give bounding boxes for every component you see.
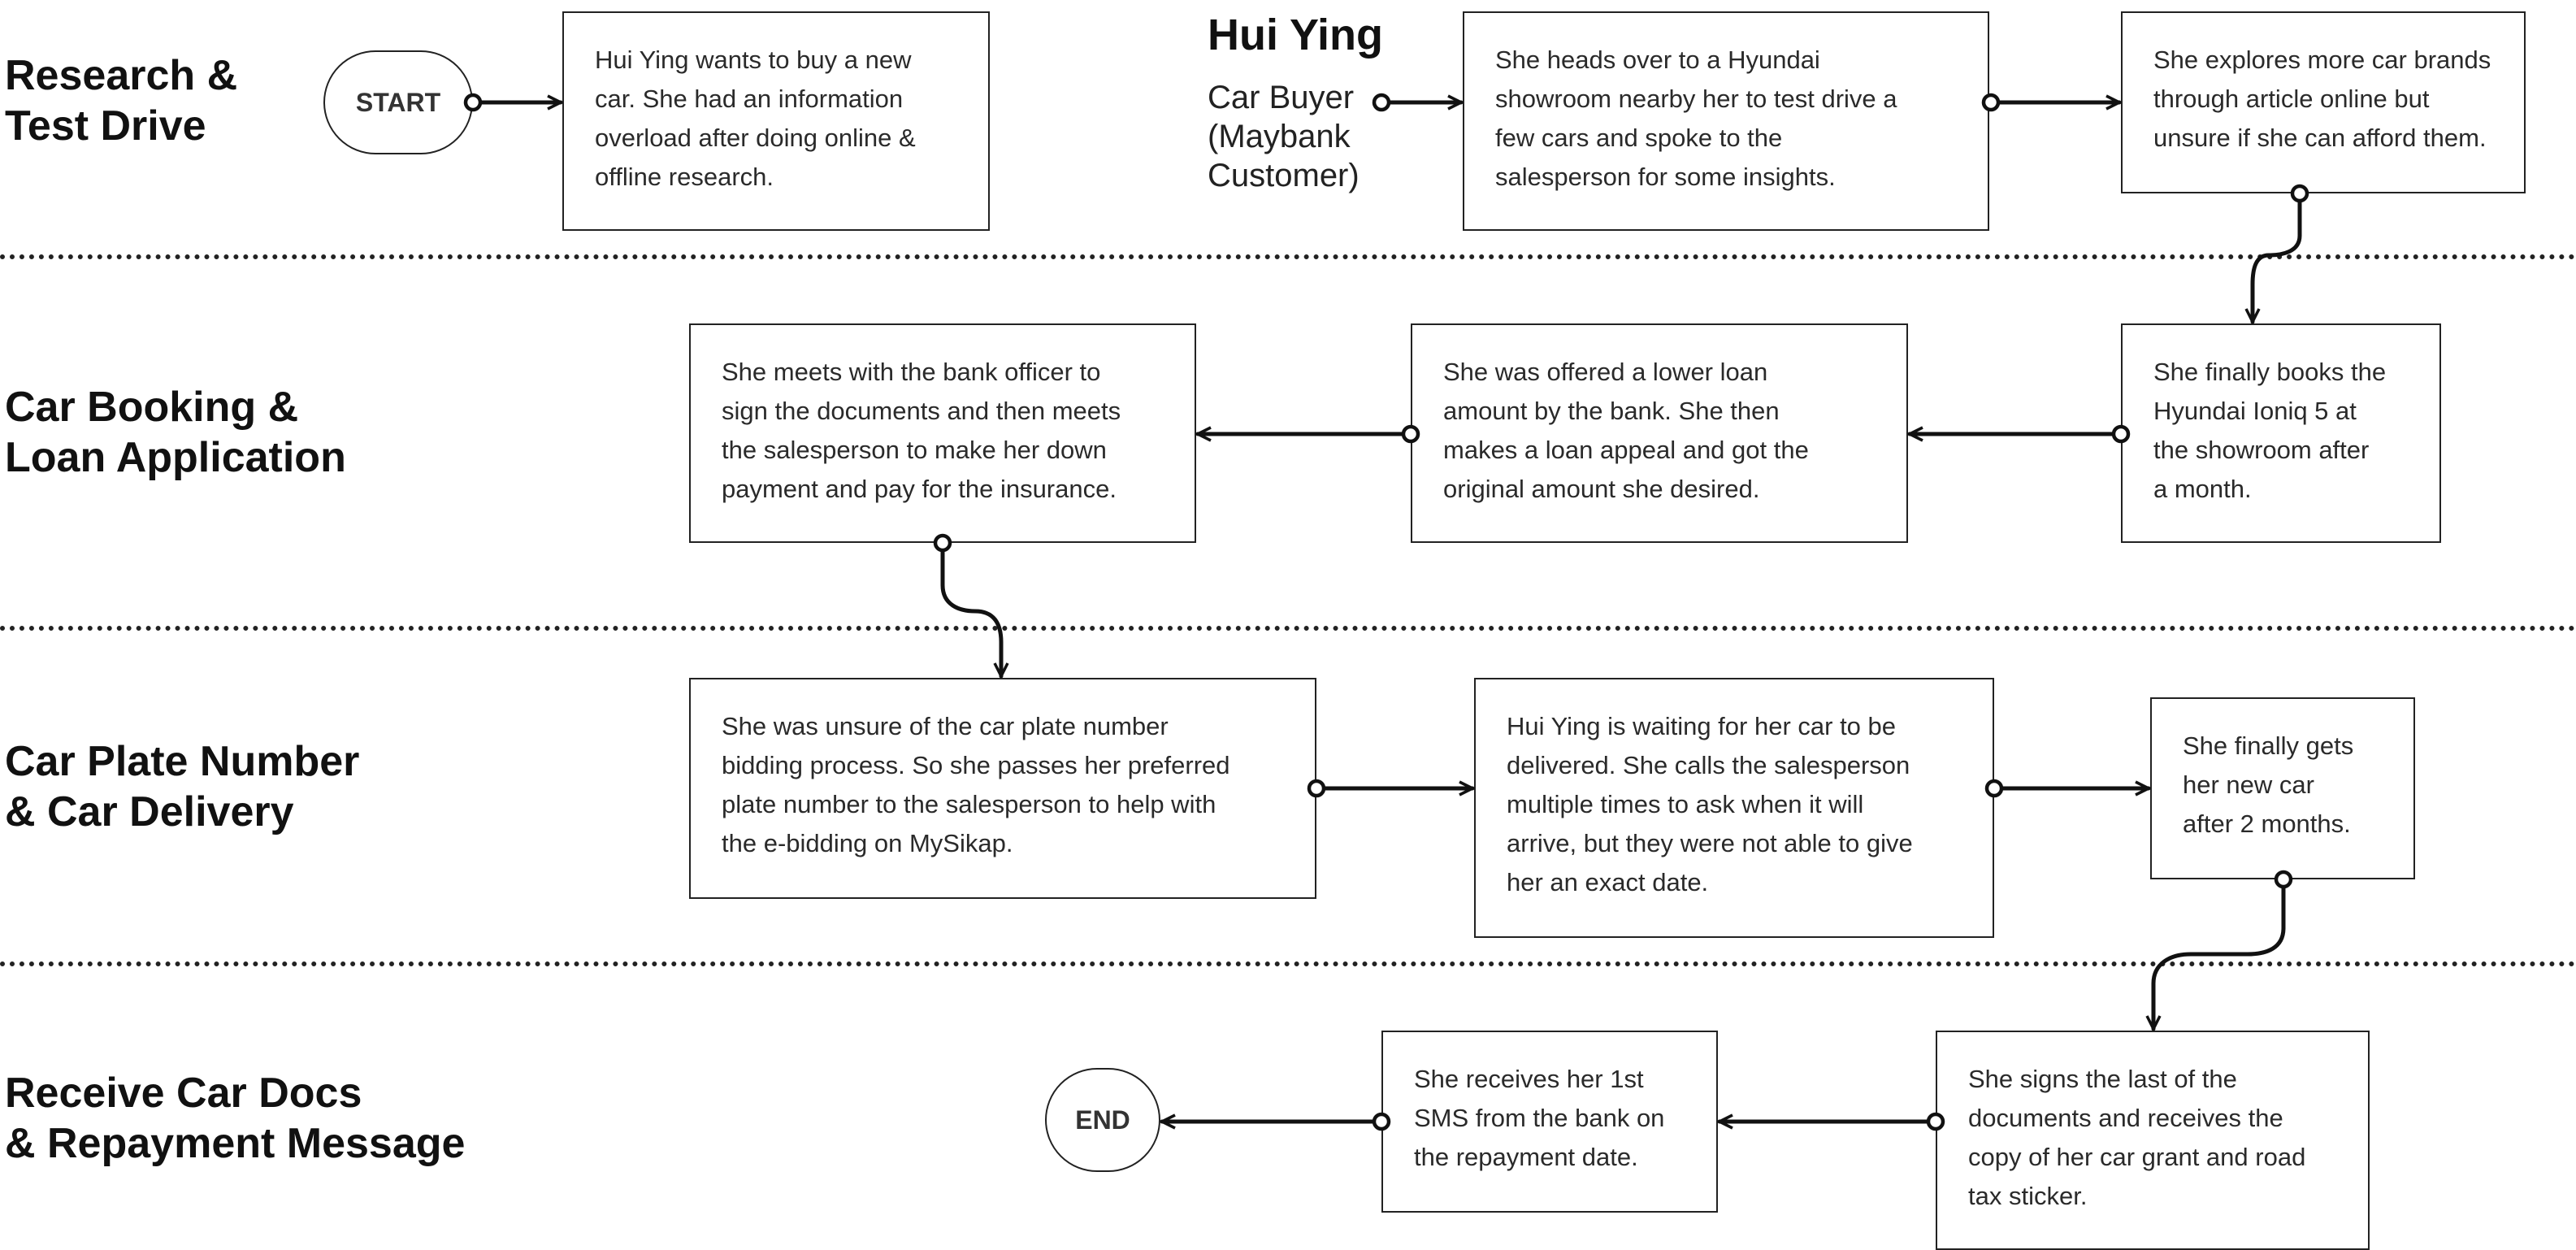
step-box: She meets with the bank officer to sign the documents and then meets the salesperson to make her down payment and pay for the insurance. bbox=[689, 323, 1196, 543]
step-box: Hui Ying wants to buy a new car. She had an information overload after doing online & offline research. bbox=[562, 11, 990, 231]
connector-origin-dot bbox=[1987, 781, 2001, 796]
connector-origin-dot bbox=[1374, 95, 1389, 110]
step-box: She heads over to a Hyundai showroom nearby her to test drive a few cars and spoke to the salesperson for some insights. bbox=[1463, 11, 1989, 231]
connector-origin-dot bbox=[2276, 872, 2291, 887]
connector-origin-dot bbox=[1928, 1114, 1943, 1129]
persona-name: Hui Ying bbox=[1208, 11, 1383, 59]
step-box: She receives her 1st SMS from the bank on the repayment date. bbox=[1381, 1031, 1718, 1213]
persona-role: Car Buyer (Maybank Customer) bbox=[1208, 80, 1360, 193]
step-box: She finally gets her new car after 2 months. bbox=[2150, 697, 2415, 879]
lane-label-booking: Car Booking & Loan Application bbox=[5, 384, 346, 481]
step-box: She signs the last of the documents and receives the copy of her car grant and road tax sticker. bbox=[1936, 1031, 2370, 1250]
lane-label-docs-repayment: Receive Car Docs & Repayment Message bbox=[5, 1070, 466, 1167]
connector-arrow bbox=[2153, 879, 2283, 1029]
step-box: She was unsure of the car plate number bidding process. So she passes her preferred plate number to the salesperson to help with the e-bidding on MySikap. bbox=[689, 678, 1316, 899]
step-box: She explores more car brands through article online but unsure if she can afford them. bbox=[2121, 11, 2526, 193]
connector-origin-dot bbox=[2114, 427, 2128, 441]
step-box: She finally books the Hyundai Ioniq 5 at the showroom after a month. bbox=[2121, 323, 2441, 543]
connector-origin-dot bbox=[1403, 427, 1418, 441]
connector-arrow bbox=[2253, 193, 2300, 322]
connector-origin-dot bbox=[935, 536, 950, 550]
connector-arrow bbox=[943, 543, 1001, 676]
connector-origin-dot bbox=[1309, 781, 1324, 796]
connector-origin-dot bbox=[1374, 1114, 1389, 1129]
start-node: START bbox=[323, 50, 473, 154]
end-node: END bbox=[1045, 1068, 1160, 1172]
connector-origin-dot bbox=[1984, 95, 1998, 110]
step-box: Hui Ying is waiting for her car to be delivered. She calls the salesperson multiple times to ask when it will arrive, but they were not able to give her an exact date. bbox=[1474, 678, 1994, 938]
step-box: She was offered a lower loan amount by the bank. She then makes a loan appeal and got the original amount she desired. bbox=[1411, 323, 1908, 543]
connector-origin-dot bbox=[466, 95, 480, 110]
connector-origin-dot bbox=[2292, 186, 2307, 201]
lane-label-research: Research & Test Drive bbox=[5, 52, 238, 150]
lane-label-plate-delivery: Car Plate Number & Car Delivery bbox=[5, 738, 360, 836]
